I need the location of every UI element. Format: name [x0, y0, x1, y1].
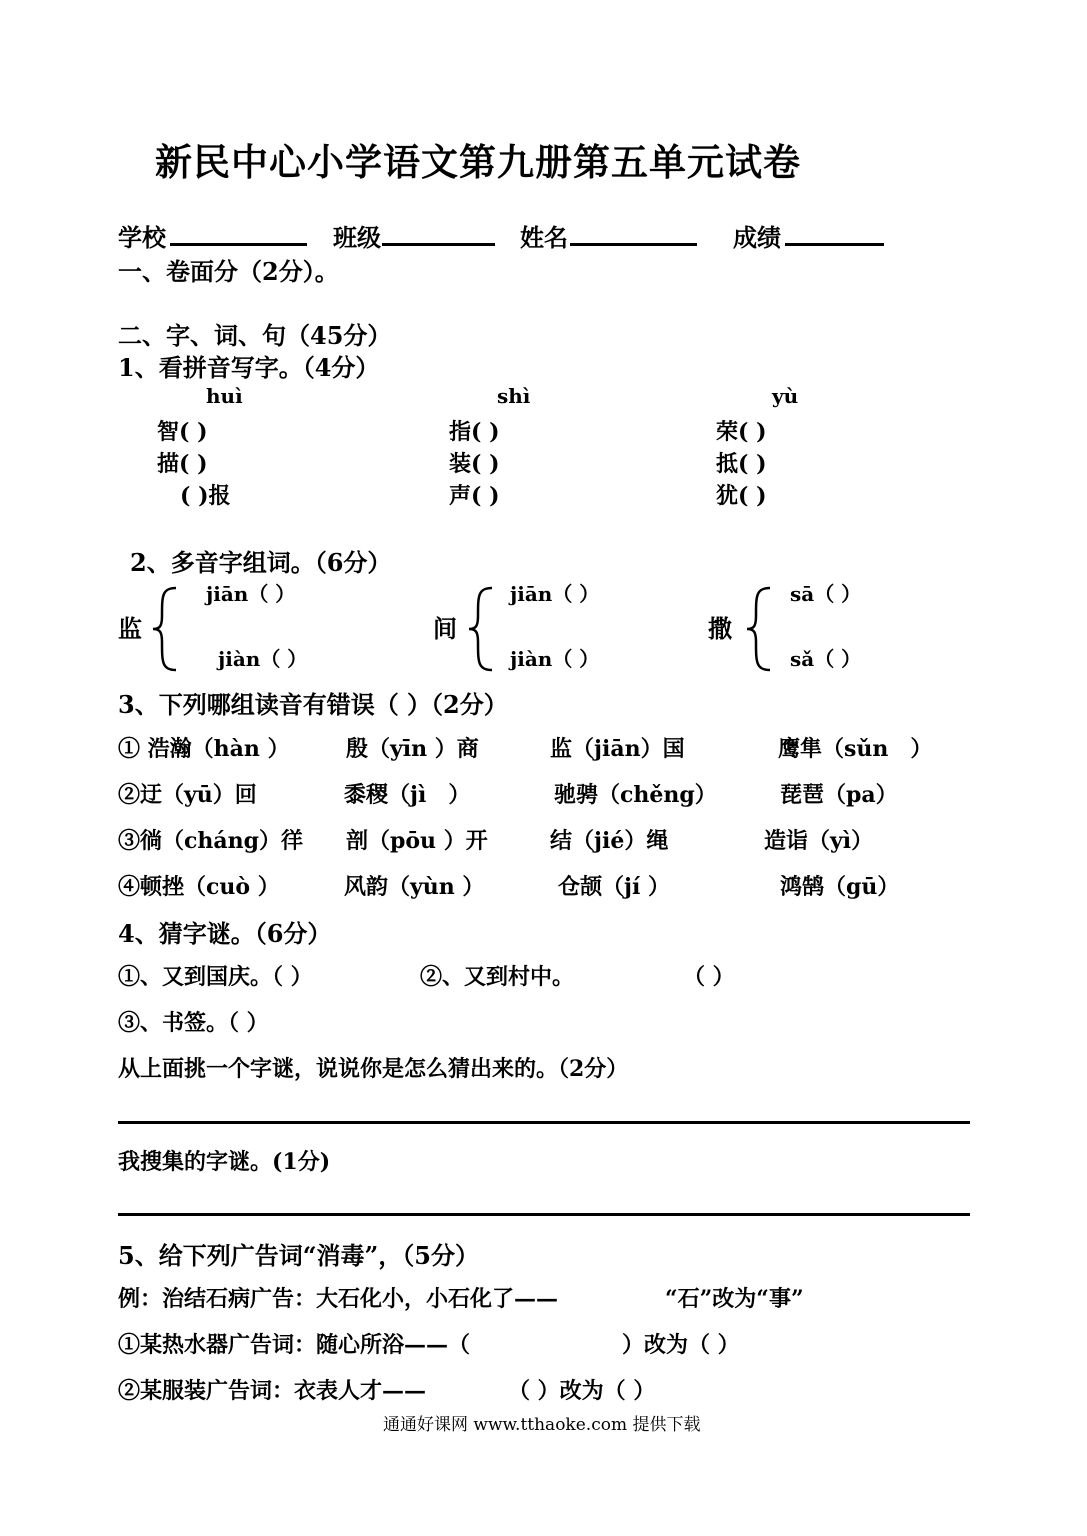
q1-item[interactable]: 抵( )	[716, 451, 767, 477]
q4-riddle-1[interactable]: ①、又到国庆。（ ）	[118, 964, 313, 990]
q3-item: ① 浩瀚（hàn ）	[118, 736, 290, 762]
q2-item[interactable]: jiàn（ ）	[218, 647, 308, 671]
q4-riddle-3[interactable]: ③、书签。（ ）	[118, 1010, 269, 1036]
q5-item-text: ①某热水器广告词：随心所浴——（	[118, 1332, 471, 1358]
q3-item: 鹰隼（sǔn ）	[778, 736, 933, 762]
q4-riddle-2: ②、又到村中。	[420, 964, 575, 990]
q1-item[interactable]: 指( )	[449, 419, 500, 445]
q1-item[interactable]: 智( )	[157, 419, 208, 445]
q3-item: 风韵（yùn ）	[344, 874, 485, 900]
answer-line[interactable]	[118, 1213, 970, 1216]
q2-item[interactable]: sǎ（ ）	[790, 647, 862, 671]
name-label: 姓名	[520, 223, 568, 252]
q1-heading: 1、看拼音写字。（4分）	[118, 353, 380, 382]
section-1-heading: 一、卷面分（2分）。	[118, 257, 339, 286]
q5-example: 例：治结石病广告：大石化小，小石化了——	[118, 1286, 559, 1312]
brace-icon	[466, 586, 496, 672]
q2-char-1: 监	[118, 614, 142, 643]
q1-item[interactable]: ( )报	[180, 483, 231, 509]
q3-item: 监（jiān）国	[550, 736, 685, 762]
q1-pinyin-2: shì	[497, 384, 531, 408]
q3-item: 鸿鹄（gū）	[780, 874, 900, 900]
q5-item-text: ②某服装广告词：衣表人才——	[118, 1378, 427, 1404]
q5-example-change: “石”改为“事”	[665, 1286, 804, 1312]
q3-item: 琵琶（pa）	[780, 782, 898, 808]
q4-explain-prompt: 从上面挑一个字谜，说说你是怎么猜出来的。（2分）	[118, 1056, 629, 1082]
q1-item[interactable]: 犹( )	[716, 483, 767, 509]
brace-icon	[744, 586, 774, 672]
q3-item: 剖（pōu ）开	[346, 828, 488, 854]
q1-item[interactable]: 声( )	[449, 483, 500, 509]
score-label: 成绩	[733, 223, 781, 252]
q3-item: 驰骋（chěng）	[554, 782, 717, 808]
q1-pinyin-3: yù	[772, 384, 799, 408]
brace-icon	[150, 586, 180, 672]
q2-char-3: 撒	[708, 614, 732, 643]
answer-line[interactable]	[118, 1121, 970, 1124]
q3-item: 黍稷（jì ）	[344, 782, 471, 808]
score-field[interactable]	[785, 243, 884, 246]
q1-pinyin-1: huì	[206, 384, 243, 408]
q4-riddle-2-answer[interactable]: （ ）	[683, 964, 735, 990]
q3-item: ③徜（cháng）徉	[118, 828, 304, 854]
q2-item[interactable]: jiān（ ）	[206, 582, 296, 606]
q1-item[interactable]: 荣( )	[716, 419, 767, 445]
q5-item-change[interactable]: ）改为（ ）	[622, 1332, 740, 1358]
q4-heading: 4、猜字谜。（6分）	[118, 919, 332, 948]
q1-item[interactable]: 装( )	[449, 451, 500, 477]
q5-item-change[interactable]: （ ）改为（ ）	[508, 1378, 656, 1404]
q2-item[interactable]: jiān（ ）	[510, 582, 600, 606]
q3-item: ④顿挫（cuò ）	[118, 874, 280, 900]
class-field[interactable]	[382, 243, 495, 246]
q2-item[interactable]: jiàn（ ）	[510, 647, 600, 671]
class-label: 班级	[333, 223, 381, 252]
name-field[interactable]	[570, 243, 697, 246]
q2-heading: 2、多音字组词。（6分）	[130, 548, 392, 577]
page-title: 新民中心小学语文第九册第五单元试卷	[155, 140, 801, 184]
school-label: 学校	[118, 223, 166, 252]
q2-item[interactable]: sā（ ）	[790, 582, 862, 606]
q3-item: 造诣（yì）	[764, 828, 874, 854]
q3-item: 结（jié）绳	[550, 828, 669, 854]
section-2-heading: 二、字、词、句（45分）	[118, 321, 392, 350]
q3-heading: 3、下列哪组读音有错误（ ）（2分）	[118, 690, 508, 719]
q1-item[interactable]: 描( )	[157, 451, 208, 477]
footer-text: 通通好课网 www.tthaoke.com 提供下载	[383, 1415, 701, 1435]
q3-item: 仓颉（jí ）	[558, 874, 670, 900]
q3-item: 殷（yīn ）商	[346, 736, 479, 762]
school-field[interactable]	[170, 243, 307, 246]
q4-collect-prompt: 我搜集的字谜。(1分)	[118, 1149, 331, 1175]
q5-heading: 5、给下列广告词“消毒”，（5分）	[118, 1241, 480, 1270]
q2-char-2: 间	[433, 614, 457, 643]
q3-item: ②迂（yū）回	[118, 782, 257, 808]
